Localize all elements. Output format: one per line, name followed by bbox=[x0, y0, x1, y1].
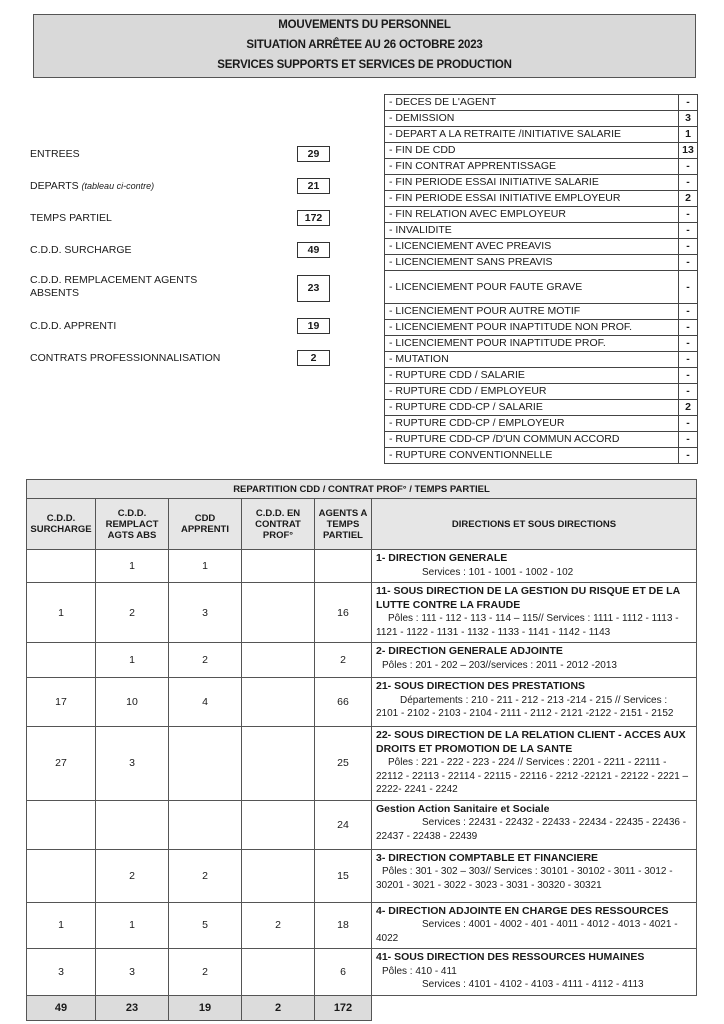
departure-row bbox=[385, 239, 698, 255]
direction-title: 3- DIRECTION COMPTABLE ET FINANCIERE bbox=[376, 851, 599, 864]
summary-label: TEMPS PARTIEL bbox=[30, 212, 112, 224]
direction-title: 4- DIRECTION ADJOINTE EN CHARGE DES RESSOURCES bbox=[376, 904, 669, 917]
total-cell: 49 bbox=[27, 995, 96, 1020]
repartition-row bbox=[27, 849, 697, 902]
departure-value: - bbox=[679, 159, 698, 175]
departure-row bbox=[385, 255, 698, 271]
departure-value: 2 bbox=[679, 191, 698, 207]
departure-label: - LICENCIEMENT POUR FAUTE GRAVE bbox=[385, 271, 679, 304]
direction-services: Pôles : 201 - 202 – 203//services : 2011 - 2012 -2013 bbox=[382, 659, 617, 671]
cell-cdd-apprenti: 4 bbox=[169, 678, 242, 727]
summary-label: C.D.D. APPRENTI bbox=[30, 320, 117, 332]
departure-value: - bbox=[679, 304, 698, 320]
title-line-1: MOUVEMENTS DU PERSONNEL bbox=[278, 19, 451, 31]
summary-note: (tableau ci-contre) bbox=[81, 181, 155, 191]
departure-label: - RUPTURE CDD-CP /D'UN COMMUN ACCORD bbox=[385, 432, 679, 448]
direction-title: 11- SOUS DIRECTION DE LA GESTION DU RISQUE ET DE LA LUTTE CONTRE LA FRAUDE bbox=[376, 585, 680, 611]
cell-cdd-surcharge: 1 bbox=[27, 902, 96, 949]
cell-cdd-surcharge bbox=[27, 643, 96, 678]
departure-label: - DECES DE L'AGENT bbox=[385, 95, 679, 111]
direction-services: Départements : 210 - 211 - 212 - 213 -214 - 215 // Services : 2101 - 2102 - 2103 - 2104 - 2111 - 2112 - 2121 -2122 - 2151 - 2152 bbox=[376, 694, 674, 719]
departure-value: - bbox=[679, 175, 698, 191]
departure-label: - MUTATION bbox=[385, 352, 679, 368]
cell-cdd-apprenti bbox=[169, 800, 242, 849]
cell-cdd-contrat-prof bbox=[242, 849, 315, 902]
departure-value: - bbox=[679, 271, 698, 304]
cell-direction bbox=[372, 727, 697, 801]
summary-value: 19 bbox=[297, 318, 330, 334]
cell-cdd-apprenti: 5 bbox=[169, 902, 242, 949]
repartition-row bbox=[27, 550, 697, 583]
cell-cdd-remplact bbox=[96, 800, 169, 849]
cell-cdd-contrat-prof bbox=[242, 583, 315, 643]
cell-cdd-contrat-prof bbox=[242, 550, 315, 583]
departure-row bbox=[385, 111, 698, 127]
cell-cdd-surcharge: 1 bbox=[27, 583, 96, 643]
departures-table bbox=[384, 94, 698, 464]
total-cell: 19 bbox=[169, 995, 242, 1020]
direction-services: Pôles : 410 - 411 bbox=[382, 965, 457, 977]
summary-value: 21 bbox=[297, 178, 330, 194]
direction-services: Services : 4001 - 4002 - 401 - 4011 - 4012 - 4013 - 4021 - 4022 bbox=[376, 919, 678, 944]
departure-row bbox=[385, 432, 698, 448]
departure-label: - RUPTURE CDD-CP / SALARIE bbox=[385, 400, 679, 416]
repartition-row bbox=[27, 949, 697, 996]
departure-value: 3 bbox=[679, 111, 698, 127]
departure-label: - FIN PERIODE ESSAI INITIATIVE EMPLOYEUR bbox=[385, 191, 679, 207]
repartition-row bbox=[27, 902, 697, 949]
departure-row bbox=[385, 416, 698, 432]
cell-cdd-surcharge: 17 bbox=[27, 678, 96, 727]
direction-title: 41- SOUS DIRECTION DES RESSOURCES HUMAINES bbox=[376, 951, 645, 963]
direction-title: 2- DIRECTION GENERALE ADJOINTE bbox=[376, 645, 563, 657]
cell-temps-partiel: 6 bbox=[315, 949, 372, 996]
summary-value: 2 bbox=[297, 350, 330, 366]
cell-cdd-apprenti bbox=[169, 727, 242, 801]
departure-value: 13 bbox=[679, 143, 698, 159]
summary-label bbox=[30, 180, 230, 193]
cell-direction bbox=[372, 678, 697, 727]
summary-label: CONTRATS PROFESSIONNALISATION bbox=[30, 352, 221, 364]
departure-value: - bbox=[679, 352, 698, 368]
departure-label: - FIN CONTRAT APPRENTISSAGE bbox=[385, 159, 679, 175]
cell-direction bbox=[372, 902, 697, 949]
cell-cdd-contrat-prof bbox=[242, 643, 315, 678]
departure-row bbox=[385, 143, 698, 159]
departure-value: - bbox=[679, 448, 698, 464]
departure-row bbox=[385, 159, 698, 175]
cell-direction bbox=[372, 949, 697, 996]
cell-cdd-apprenti: 1 bbox=[169, 550, 242, 583]
cell-temps-partiel: 2 bbox=[315, 643, 372, 678]
summary-label: C.D.D. SURCHARGE bbox=[30, 244, 132, 256]
direction-services: Services : 4101 - 4102 - 4103 - 4111 - 4112 - 4113 bbox=[422, 979, 644, 990]
col-header-cdd-remplact: C.D.D. REMPLACT AGTS ABS bbox=[96, 499, 169, 550]
departure-label: - FIN RELATION AVEC EMPLOYEUR bbox=[385, 207, 679, 223]
departure-label: - INVALIDITE bbox=[385, 223, 679, 239]
departure-value: - bbox=[679, 336, 698, 352]
departure-row bbox=[385, 448, 698, 464]
direction-services: Services : 101 - 1001 - 1002 - 102 bbox=[422, 566, 574, 578]
direction-services: Pôles : 301 - 302 – 303// Services : 30101 - 30102 - 3011 - 3012 - 30201 - 3021 - 3022 - 3023 - 3031 - 30320 - 30321 bbox=[376, 866, 673, 891]
cell-cdd-remplact: 1 bbox=[96, 550, 169, 583]
departure-row bbox=[385, 368, 698, 384]
departure-label: - RUPTURE CDD-CP / EMPLOYEUR bbox=[385, 416, 679, 432]
direction-title: 21- SOUS DIRECTION DES PRESTATIONS bbox=[376, 680, 586, 692]
departure-row bbox=[385, 127, 698, 143]
cell-cdd-contrat-prof bbox=[242, 678, 315, 727]
departure-row bbox=[385, 191, 698, 207]
departure-value: - bbox=[679, 255, 698, 271]
departure-label: - LICENCIEMENT AVEC PREAVIS bbox=[385, 239, 679, 255]
departure-label: - LICENCIEMENT SANS PREAVIS bbox=[385, 255, 679, 271]
cell-cdd-contrat-prof bbox=[242, 949, 315, 996]
cell-cdd-apprenti: 2 bbox=[169, 849, 242, 902]
departure-row bbox=[385, 223, 698, 239]
direction-services: Services : 22431 - 22432 - 22433 - 22434 - 22435 - 22436 - 22437 - 22438 - 22439 bbox=[376, 817, 687, 842]
cell-cdd-remplact: 10 bbox=[96, 678, 169, 727]
departure-label: - LICENCIEMENT POUR INAPTITUDE NON PROF. bbox=[385, 320, 679, 336]
departure-label: - RUPTURE CDD / SALARIE bbox=[385, 368, 679, 384]
summary-value: 23 bbox=[297, 275, 330, 302]
repartition-row bbox=[27, 800, 697, 849]
cell-cdd-apprenti: 2 bbox=[169, 949, 242, 996]
departure-value: 2 bbox=[679, 400, 698, 416]
direction-services: Pôles : 221 - 222 - 223 - 224 // Services : 2201 - 2211 - 22111 - 22112 - 22113 - 22114 - 22115 - 22116 - 2212 -22121 - 22122 - 2221 – 2222- 2241 - 2242 bbox=[376, 757, 689, 795]
cell-temps-partiel: 18 bbox=[315, 902, 372, 949]
departure-row bbox=[385, 352, 698, 368]
cell-cdd-remplact: 1 bbox=[96, 902, 169, 949]
departure-label: - FIN DE CDD bbox=[385, 143, 679, 159]
departure-value: - bbox=[679, 207, 698, 223]
cell-direction bbox=[372, 849, 697, 902]
departure-row bbox=[385, 320, 698, 336]
cell-cdd-surcharge: 27 bbox=[27, 727, 96, 801]
cell-cdd-remplact: 2 bbox=[96, 583, 169, 643]
document-title-box bbox=[33, 14, 696, 78]
repartition-row bbox=[27, 583, 697, 643]
cell-cdd-apprenti: 2 bbox=[169, 643, 242, 678]
title-line-2: SITUATION ARRÊTEE AU 26 OCTOBRE 2023 bbox=[246, 39, 483, 51]
cell-temps-partiel: 66 bbox=[315, 678, 372, 727]
cell-temps-partiel: 16 bbox=[315, 583, 372, 643]
total-cell: 172 bbox=[315, 995, 372, 1020]
cell-direction bbox=[372, 800, 697, 849]
totals-row bbox=[27, 995, 697, 1020]
cell-cdd-contrat-prof bbox=[242, 800, 315, 849]
direction-title: Gestion Action Sanitaire et Sociale bbox=[376, 802, 550, 815]
cell-temps-partiel bbox=[315, 550, 372, 583]
departure-row bbox=[385, 304, 698, 320]
departure-label: - RUPTURE CDD / EMPLOYEUR bbox=[385, 384, 679, 400]
cell-cdd-surcharge bbox=[27, 849, 96, 902]
cell-direction bbox=[372, 583, 697, 643]
total-cell: 23 bbox=[96, 995, 169, 1020]
cell-cdd-contrat-prof: 2 bbox=[242, 902, 315, 949]
title-line-3: SERVICES SUPPORTS ET SERVICES DE PRODUCTION bbox=[217, 59, 512, 71]
departure-value: - bbox=[679, 432, 698, 448]
summary-value: 49 bbox=[297, 242, 330, 258]
cell-temps-partiel: 24 bbox=[315, 800, 372, 849]
col-header-directions: DIRECTIONS ET SOUS DIRECTIONS bbox=[372, 499, 697, 550]
cell-cdd-surcharge bbox=[27, 800, 96, 849]
departure-row bbox=[385, 336, 698, 352]
departure-value: 1 bbox=[679, 127, 698, 143]
departure-row bbox=[385, 271, 698, 304]
departure-label: - LICENCIEMENT POUR AUTRE MOTIF bbox=[385, 304, 679, 320]
repartition-row bbox=[27, 678, 697, 727]
departure-row bbox=[385, 95, 698, 111]
cell-direction bbox=[372, 550, 697, 583]
departure-row bbox=[385, 207, 698, 223]
departure-value: - bbox=[679, 320, 698, 336]
summary-value: 29 bbox=[297, 146, 330, 162]
departure-label: - DEMISSION bbox=[385, 111, 679, 127]
departure-label: - FIN PERIODE ESSAI INITIATIVE SALARIE bbox=[385, 175, 679, 191]
col-header-cdd-contrat-prof: C.D.D. EN CONTRAT PROF° bbox=[242, 499, 315, 550]
totals-blank bbox=[372, 995, 697, 1020]
summary-label-text: DEPARTS bbox=[30, 180, 79, 192]
repartition-row bbox=[27, 643, 697, 678]
departure-row bbox=[385, 175, 698, 191]
repartition-table bbox=[26, 479, 697, 1021]
departure-label: - RUPTURE CONVENTIONNELLE bbox=[385, 448, 679, 464]
departure-row bbox=[385, 384, 698, 400]
total-cell: 2 bbox=[242, 995, 315, 1020]
departure-label: - LICENCIEMENT POUR INAPTITUDE PROF. bbox=[385, 336, 679, 352]
cell-cdd-remplact: 1 bbox=[96, 643, 169, 678]
departure-value: - bbox=[679, 95, 698, 111]
departure-value: - bbox=[679, 239, 698, 255]
direction-title: 1- DIRECTION GENERALE bbox=[376, 552, 508, 564]
cell-cdd-remplact: 3 bbox=[96, 727, 169, 801]
col-header-cdd-apprenti: CDD APPRENTI bbox=[169, 499, 242, 550]
cell-cdd-remplact: 3 bbox=[96, 949, 169, 996]
cell-direction bbox=[372, 643, 697, 678]
summary-label: C.D.D. REMPLACEMENT AGENTS ABSENTS bbox=[30, 274, 198, 299]
cell-cdd-apprenti: 3 bbox=[169, 583, 242, 643]
departure-value: - bbox=[679, 384, 698, 400]
direction-title: 22- SOUS DIRECTION DE LA RELATION CLIENT - ACCES AUX DROITS ET PROMOTION DE LA SANTE bbox=[376, 729, 686, 755]
departure-value: - bbox=[679, 223, 698, 239]
departure-label: - DEPART A LA RETRAITE /INITIATIVE SALARIE bbox=[385, 127, 679, 143]
departure-value: - bbox=[679, 368, 698, 384]
direction-services: Pôles : 111 - 112 - 113 - 114 – 115// Services : 1111 - 1112 - 1113 - 1121 - 1122 - 1131 - 1132 - 1133 - 1141 - 1142 - 1143 bbox=[376, 613, 679, 638]
departure-row bbox=[385, 400, 698, 416]
summary-label: ENTREES bbox=[30, 148, 80, 160]
cell-temps-partiel: 25 bbox=[315, 727, 372, 801]
cell-cdd-remplact: 2 bbox=[96, 849, 169, 902]
col-header-cdd-surcharge: C.D.D. SURCHARGE bbox=[27, 499, 96, 550]
cell-temps-partiel: 15 bbox=[315, 849, 372, 902]
summary-value: 172 bbox=[297, 210, 330, 226]
cell-cdd-contrat-prof bbox=[242, 727, 315, 801]
departure-value: - bbox=[679, 416, 698, 432]
cell-cdd-surcharge bbox=[27, 550, 96, 583]
cell-cdd-surcharge: 3 bbox=[27, 949, 96, 996]
col-header-temps-partiel: AGENTS A TEMPS PARTIEL bbox=[315, 499, 372, 550]
repartition-row bbox=[27, 727, 697, 801]
repartition-caption: REPARTITION CDD / CONTRAT PROF° / TEMPS PARTIEL bbox=[27, 480, 697, 499]
